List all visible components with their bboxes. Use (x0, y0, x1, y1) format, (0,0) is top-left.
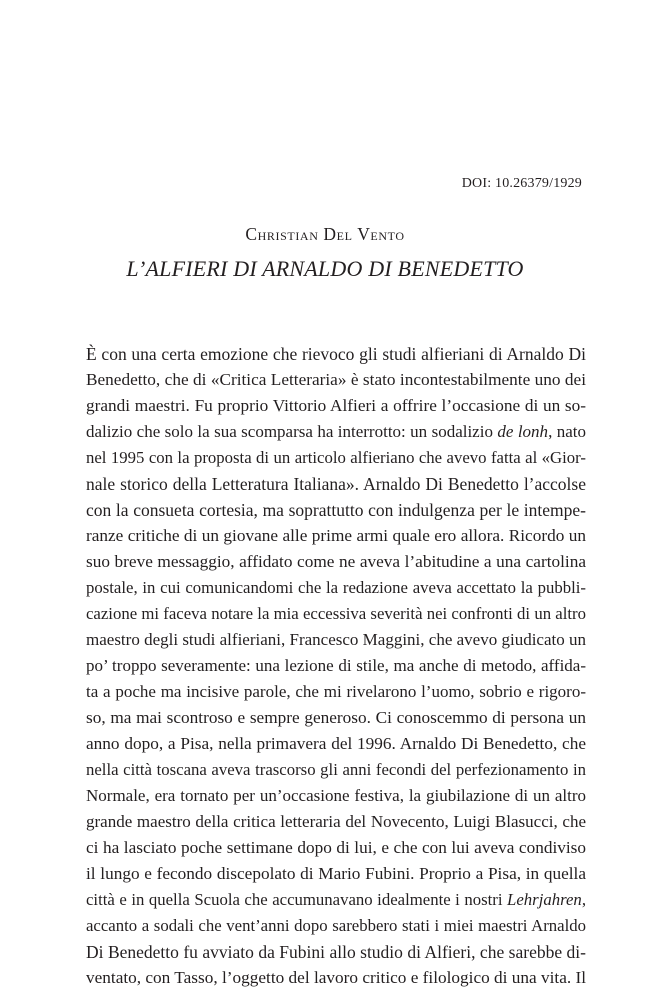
body-line: suo breve messaggio, affidato come ne aveva l’abitudine a una cartolina (86, 552, 586, 571)
body-line-text: città e in quella Scuola che accumunavano idealmente i nostri (86, 890, 508, 909)
body-line: nella città toscana aveva trascorso gli anni fecondi del perfezionamento in (86, 760, 586, 779)
doi-label: DOI: 10.26379/1929 (461, 176, 582, 191)
article-title: L’ALFIERI DI ARNALDO DI BENEDETTO (126, 256, 524, 281)
body-line: ventato, con Tasso, l’oggetto del lavoro critico e filologico di una vita. Il (86, 968, 587, 987)
body-line: Normale, era tornato per un’occasione festiva, la giubilazione di un altro (86, 786, 586, 805)
body-line: accanto a sodali che vent’anni dopo sarebbero stati i miei maestri Arnaldo (86, 916, 586, 935)
body-line: nel 1995 con la proposta di un articolo alfieriano che avevo fatta al «Gior- (86, 448, 586, 467)
body-line: nale storico della Letteratura Italiana». Arnaldo Di Benedetto l’accolse (86, 474, 586, 494)
body-line: con la consueta cortesia, ma soprattutto con indulgenza per le intempe- (86, 500, 586, 520)
body-line: anno dopo, a Pisa, nella primavera del 1996. Arnaldo Di Benedetto, che (86, 734, 586, 753)
italic-term: de lonh (497, 422, 549, 441)
body-line: po’ troppo severamente: una lezione di stile, ma anche di metodo, affida- (86, 656, 586, 675)
body-line-text: dalizio che solo la sua scomparsa ha interrotto: un sodalizio (86, 422, 498, 441)
body-line: ranze critiche di un giovane alle prime armi quale ero allora. Ricordo un (86, 526, 586, 545)
body-line (86, 419, 586, 445)
body-line (86, 887, 586, 913)
body-line-text: , (581, 890, 586, 909)
body-line: grande maestro della critica letteraria del Novecento, Luigi Blasucci, che (86, 812, 586, 831)
body-line: il lungo e fecondo discepolato di Mario Fubini. Proprio a Pisa, in quella (86, 864, 586, 883)
body-line: È con una certa emozione che rievoco gli studi alfieriani di Arnaldo Di (86, 344, 586, 364)
body-line: grandi maestri. Fu proprio Vittorio Alfieri a offrire l’occasione di un so- (86, 396, 586, 415)
body-line: postale, in cui comunicandomi che la redazione aveva accettato la pubbli- (86, 578, 586, 597)
body-line: Benedetto, che di «Critica Letteraria» è stato incontestabilmente uno dei (86, 370, 586, 389)
body-line: cazione mi faceva notare la mia eccessiva severità nei confronti di un altro (86, 604, 586, 623)
italic-term: Lehrjahren (507, 890, 582, 909)
body-line: ta a poche ma incisive parole, che mi rivelarono l’uomo, sobrio e rigoro- (86, 682, 586, 701)
body-paragraph (86, 341, 586, 991)
body-line: Di Benedetto fu avviato da Fubini allo studio di Alfieri, che sarebbe di- (86, 942, 586, 962)
body-line: maestro degli studi alfieriani, Francesco Maggini, che avevo giudicato un (86, 630, 586, 649)
author-name: Christian Del Vento (245, 224, 405, 244)
body-line: so, ma mai scontroso e sempre generoso. Ci conoscemmo di persona un (86, 708, 586, 727)
body-line: ci ha lasciato poche settimane dopo di lui, e che con lui aveva condiviso (86, 838, 586, 857)
body-line-text: , nato (548, 422, 586, 441)
